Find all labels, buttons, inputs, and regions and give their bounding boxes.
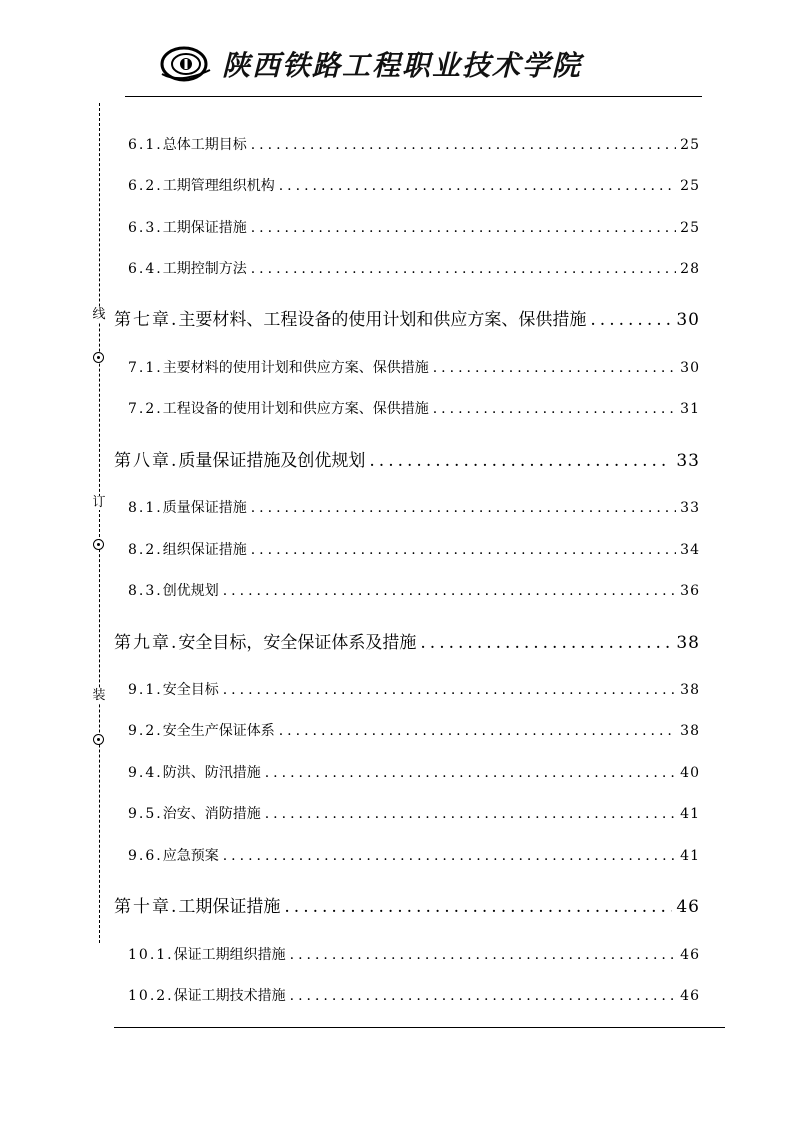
toc-leader (369, 451, 672, 471)
toc-leader (251, 137, 676, 153)
toc-number: 6.4. (128, 261, 163, 277)
toc-entry[interactable] (128, 720, 700, 740)
toc-page-number: 46 (680, 988, 700, 1004)
toc-title: 安全目标 (162, 682, 219, 698)
toc-title: 工程设备的使用计划和供应方案、保供措施 (162, 401, 429, 417)
toc-title: 总体工期目标 (162, 137, 247, 153)
toc-title: 组织保证措施 (162, 542, 247, 558)
toc-leader (590, 310, 672, 330)
toc-number: 9.1. (128, 682, 163, 698)
toc-title: 创优规划 (162, 583, 219, 599)
toc-leader (251, 220, 676, 236)
toc-number: 9.2. (128, 723, 163, 739)
toc-page-number: 38 (680, 682, 700, 698)
toc-entry[interactable] (128, 134, 700, 154)
toc-leader (290, 947, 677, 963)
toc-entry[interactable] (128, 944, 700, 964)
toc-number: 7.2. (128, 401, 163, 417)
toc-leader (290, 988, 677, 1004)
toc-leader (251, 261, 676, 277)
toc-entry[interactable] (128, 217, 700, 237)
toc-page-number: 38 (676, 633, 700, 653)
binding-hole-icon (93, 352, 104, 363)
toc-title: 工期管理组织机构 (162, 178, 275, 194)
toc-title: 安全生产保证体系 (162, 723, 275, 739)
toc-title: 应急预案 (162, 848, 219, 864)
toc-entry[interactable] (128, 985, 700, 1005)
toc-title: 治安、消防措施 (162, 806, 261, 822)
toc-number: 7.1. (128, 360, 163, 376)
toc-chapter-entry[interactable] (114, 628, 700, 653)
toc-number: 8.2. (128, 542, 163, 558)
toc-leader (265, 765, 676, 781)
toc-title: 工期保证措施 (178, 897, 281, 917)
toc-number: 6.2. (128, 178, 163, 194)
toc-title: 工期控制方法 (162, 261, 247, 277)
toc-leader (279, 723, 676, 739)
toc-leader (223, 848, 676, 864)
toc-leader (433, 360, 676, 376)
toc-number: 8.3. (128, 583, 163, 599)
toc-leader (433, 401, 676, 417)
toc-page-number: 36 (680, 583, 700, 599)
footer-divider (114, 1027, 725, 1028)
toc-number: 9.5. (128, 806, 163, 822)
toc-page-number: 28 (680, 261, 700, 277)
toc-entry[interactable] (128, 398, 700, 418)
toc-chapter-entry[interactable] (114, 446, 700, 471)
toc-entry[interactable] (128, 497, 700, 517)
toc-chapter-entry[interactable] (114, 892, 700, 917)
toc-leader (265, 806, 676, 822)
toc-page-number: 30 (676, 310, 700, 330)
toc-page-number: 41 (680, 806, 700, 822)
toc-entry[interactable] (128, 539, 700, 559)
toc-title: 工期保证措施 (162, 220, 247, 236)
toc-title: 保证工期技术措施 (173, 988, 286, 1004)
toc-leader (284, 897, 672, 917)
toc-title: 保证工期组织措施 (173, 947, 286, 963)
toc-number: 第八章. (114, 451, 179, 471)
toc-chapter-entry[interactable] (114, 305, 700, 330)
toc-entry[interactable] (128, 845, 700, 865)
toc-title: 主要材料、工程设备的使用计划和供应方案、保供措施 (178, 310, 587, 330)
header-divider (125, 96, 702, 97)
toc-entry[interactable] (128, 580, 700, 600)
binding-dashed-line (99, 103, 100, 943)
toc-title: 安全目标，安全保证体系及措施 (178, 633, 417, 653)
toc-entry[interactable] (128, 803, 700, 823)
binding-label-zhuang: 装 (89, 689, 109, 703)
toc-number: 9.4. (128, 765, 163, 781)
toc-number: 9.6. (128, 848, 163, 864)
toc-entry[interactable] (128, 258, 700, 278)
toc-page-number: 46 (680, 947, 700, 963)
binding-hole-icon (93, 539, 104, 550)
toc-number: 第七章. (114, 310, 179, 330)
toc-leader (279, 178, 676, 194)
toc-page-number: 25 (680, 178, 700, 194)
toc-leader (223, 583, 676, 599)
toc-entry[interactable] (128, 762, 700, 782)
toc-number: 第九章. (114, 633, 179, 653)
binding-label-xian: 线 (89, 308, 109, 322)
toc-number: 6.1. (128, 137, 163, 153)
toc-number: 10.1. (128, 947, 174, 963)
toc-leader (251, 500, 676, 516)
toc-number: 10.2. (128, 988, 174, 1004)
toc-title: 主要材料的使用计划和供应方案、保供措施 (162, 360, 429, 376)
toc-page-number: 31 (680, 401, 700, 417)
toc-page-number: 33 (676, 451, 700, 471)
toc-page-number: 30 (680, 360, 700, 376)
toc-number: 8.1. (128, 500, 163, 516)
toc-page-number: 25 (680, 220, 700, 236)
toc-page-number: 46 (676, 897, 700, 917)
toc-page-number: 33 (680, 500, 700, 516)
toc-number: 6.3. (128, 220, 163, 236)
toc-leader (251, 542, 676, 558)
toc-title: 质量保证措施 (162, 500, 247, 516)
toc-leader (223, 682, 676, 698)
toc-leader (420, 633, 672, 653)
toc-entry[interactable] (128, 175, 700, 195)
toc-page-number: 40 (680, 765, 700, 781)
toc-entry[interactable] (128, 357, 700, 377)
toc-page-number: 38 (680, 723, 700, 739)
binding-label-ding: 订 (89, 496, 109, 510)
school-name: 陕西铁路工程职业技术学院 (222, 49, 583, 82)
toc-page-number: 41 (680, 848, 700, 864)
toc-entry[interactable] (128, 679, 700, 699)
school-logo-icon (160, 44, 212, 84)
toc-page-number: 34 (680, 542, 700, 558)
page-header (160, 44, 582, 84)
toc-page-number: 25 (680, 137, 700, 153)
toc-number: 第十章. (114, 897, 179, 917)
toc-title: 防洪、防汛措施 (162, 765, 261, 781)
binding-hole-icon (93, 734, 104, 745)
toc-title: 质量保证措施及创优规划 (178, 451, 366, 471)
